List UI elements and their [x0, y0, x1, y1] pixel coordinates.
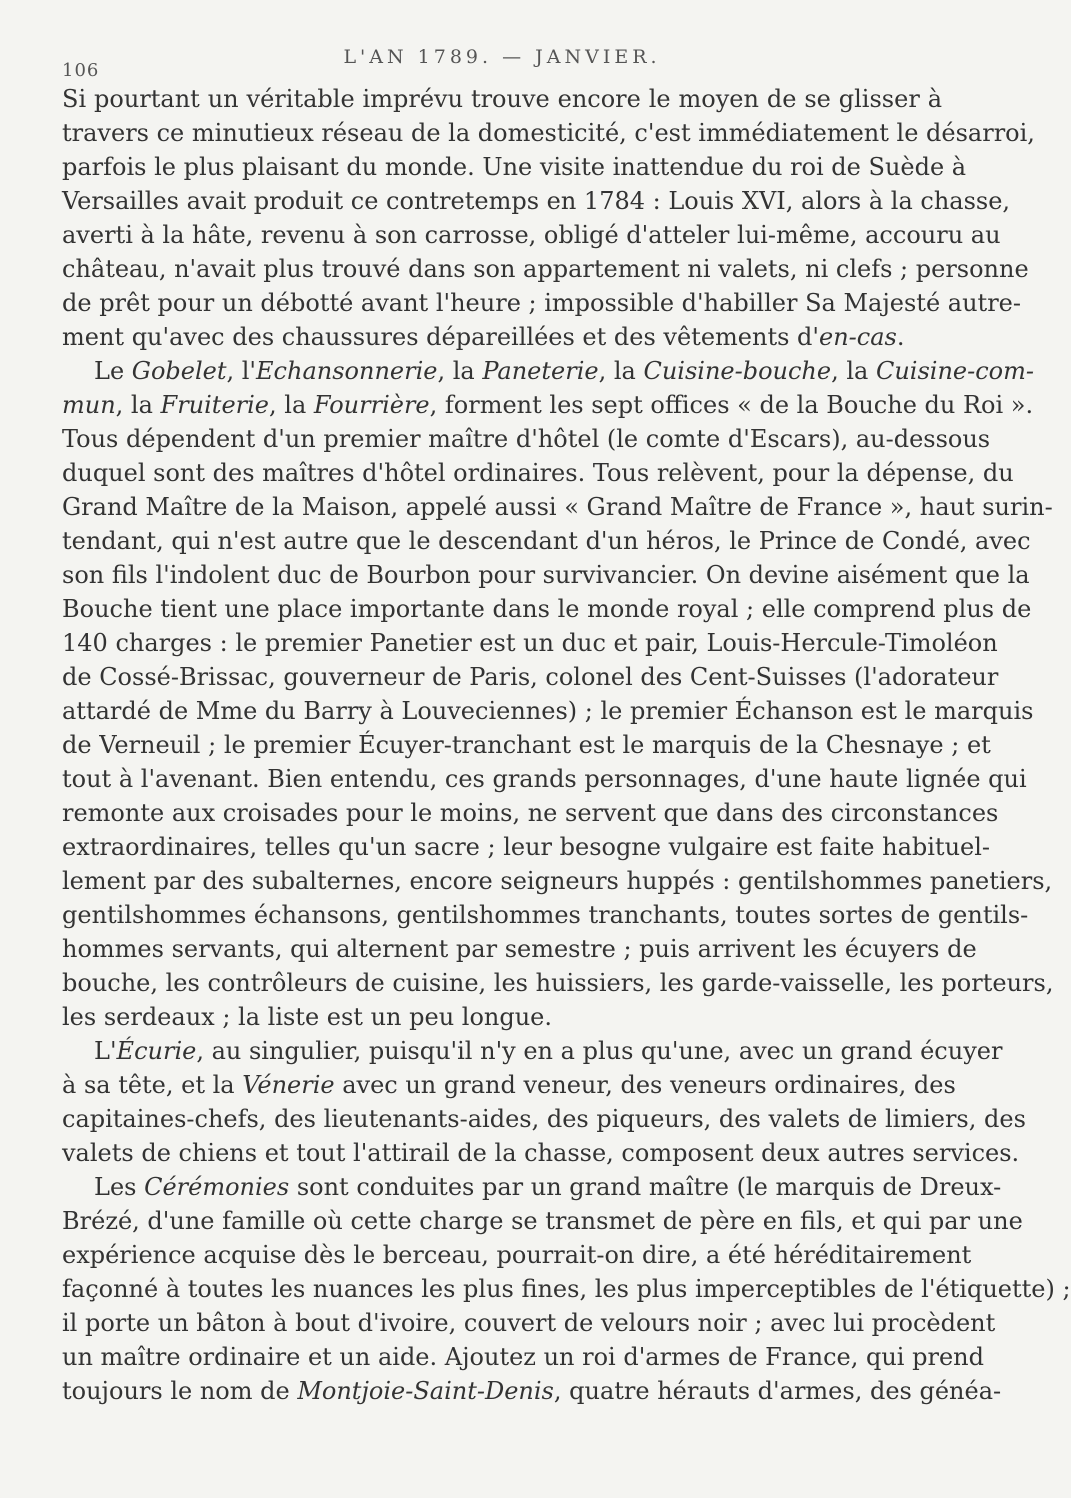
text-line: un maître ordinaire et un aide. Ajoutez un roi d'armes de France, qui prend [62, 1343, 984, 1371]
italic-term: en-cas [819, 323, 897, 351]
text-line: Brézé, d'une famille où cette charge se transmet de père en fils, et qui par une [62, 1207, 1023, 1235]
text-line: toujours le nom de Montjoie-Saint-Denis, quatre hérauts d'armes, des généa- [62, 1377, 1002, 1405]
text-line: travers ce minutieux réseau de la domesticité, c'est immédiatement le désarroi, [62, 119, 1035, 147]
italic-term: Paneterie [482, 357, 599, 385]
italic-term: Écurie [116, 1037, 197, 1065]
page-number: 106 [62, 60, 100, 81]
text-line: valets de chiens et tout l'attirail de la chasse, composent deux autres services. [62, 1139, 1020, 1167]
text-line: bouche, les contrôleurs de cuisine, les huissiers, les garde-vaisselle, les porteurs, [62, 969, 1054, 997]
text-line: tendant, qui n'est autre que le descendant d'un héros, le Prince de Condé, avec [62, 527, 1031, 555]
italic-term: Cuisine-com- [875, 357, 1034, 385]
text-line: de prêt pour un débotté avant l'heure ; impossible d'habiller Sa Majesté autre- [62, 289, 1021, 317]
text-line: à sa tête, et la Vénerie avec un grand veneur, des veneurs ordinaires, des [62, 1071, 956, 1099]
text-line: de Cossé-Brissac, gouverneur de Paris, colonel des Cent-Suisses (l'adorateur [62, 663, 999, 691]
page-header [62, 44, 942, 81]
text-line: extraordinaires, telles qu'un sacre ; leur besogne vulgaire est faite habituel- [62, 833, 991, 861]
text-line: duquel sont des maîtres d'hôtel ordinaires. Tous relèvent, pour la dépense, du [62, 459, 1014, 487]
text-line: gentilshommes échansons, gentilshommes tranchants, toutes sortes de gentils- [62, 901, 1029, 929]
paragraph [62, 354, 1054, 1034]
text-line: il porte un bâton à bout d'ivoire, couvert de velours noir ; avec lui procèdent [62, 1309, 996, 1337]
running-title: L'AN 1789. — JANVIER. [343, 46, 661, 68]
text-line: lement par des subalternes, encore seigneurs huppés : gentilshommes panetiers, [62, 867, 1053, 895]
text-line: Versailles avait produit ce contretemps en 1784 : Louis XVI, alors à la chasse, [62, 187, 1011, 215]
text-line: averti à la hâte, revenu à son carrosse, obligé d'atteler lui-même, accouru au [62, 221, 1001, 249]
italic-term: Cuisine-bouche [643, 357, 832, 385]
text-line: tout à l'avenant. Bien entendu, ces grands personnages, d'une haute lignée qui [62, 765, 1027, 793]
text-line: mun, la Fruiterie, la Fourrière, forment les sept offices « de la Bouche du Roi ». [62, 391, 1034, 419]
text-line: ment qu'avec des chaussures dépareillées et des vêtements d'en-cas. [62, 323, 905, 351]
paragraph [62, 1034, 1026, 1170]
text-line: hommes servants, qui alternent par semestre ; puis arrivent les écuyers de [62, 935, 977, 963]
text-line: remonte aux croisades pour le moins, ne servent que dans des circonstances [62, 799, 999, 827]
text-line: façonné à toutes les nuances les plus fines, les plus imperceptibles de l'étiquette) ; [62, 1275, 1071, 1303]
italic-term: Fourrière [313, 391, 430, 419]
text-line: L'Écurie, au singulier, puisqu'il n'y en a plus qu'une, avec un grand écuyer [94, 1037, 1003, 1065]
paragraph [62, 82, 1035, 354]
text-line: Bouche tient une place importante dans le monde royal ; elle comprend plus de [62, 595, 1032, 623]
text-line: parfois le plus plaisant du monde. Une visite inattendue du roi de Suède à [62, 153, 967, 181]
text-line: 140 charges : le premier Panetier est un duc et pair, Louis-Hercule-Timoléon [62, 629, 998, 657]
text-line: expérience acquise dès le berceau, pourrait-on dire, a été héréditairement [62, 1241, 972, 1269]
italic-term: Fruiterie [160, 391, 270, 419]
italic-term: mun [62, 391, 116, 419]
text-line: Si pourtant un véritable imprévu trouve encore le moyen de se glisser à [62, 85, 942, 113]
italic-term: Vénerie [242, 1071, 335, 1099]
text-line: Grand Maître de la Maison, appelé aussi « Grand Maître de France », haut surin- [62, 493, 1053, 521]
text-line: les serdeaux ; la liste est un peu longue. [62, 1003, 553, 1031]
text-line: de Verneuil ; le premier Écuyer-tranchant est le marquis de la Chesnaye ; et [62, 731, 991, 759]
italic-term: Gobelet [131, 357, 227, 385]
italic-term: Cérémonies [144, 1173, 290, 1201]
text-line: Tous dépendent d'un premier maître d'hôtel (le comte d'Escars), au-dessous [62, 425, 991, 453]
text-line: Le Gobelet, l'Echansonnerie, la Paneterie, la Cuisine-bouche, la Cuisine-com- [94, 357, 1034, 385]
text-line: attardé de Mme du Barry à Louveciennes) ; le premier Échanson est le marquis [62, 697, 1034, 725]
paragraph [62, 1170, 1071, 1408]
italic-term: Echansonnerie [256, 357, 438, 385]
italic-term: Montjoie-Saint-Denis [297, 1377, 554, 1405]
text-line: capitaines-chefs, des lieutenants-aides, des piqueurs, des valets de limiers, des [62, 1105, 1026, 1133]
text-line: château, n'avait plus trouvé dans son appartement ni valets, ni clefs ; personne [62, 255, 1029, 283]
text-line: son fils l'indolent duc de Bourbon pour survivancier. On devine aisément que la [62, 561, 1030, 589]
text-line: Les Cérémonies sont conduites par un grand maître (le marquis de Dreux- [94, 1173, 1002, 1201]
body-text [62, 82, 1071, 1408]
